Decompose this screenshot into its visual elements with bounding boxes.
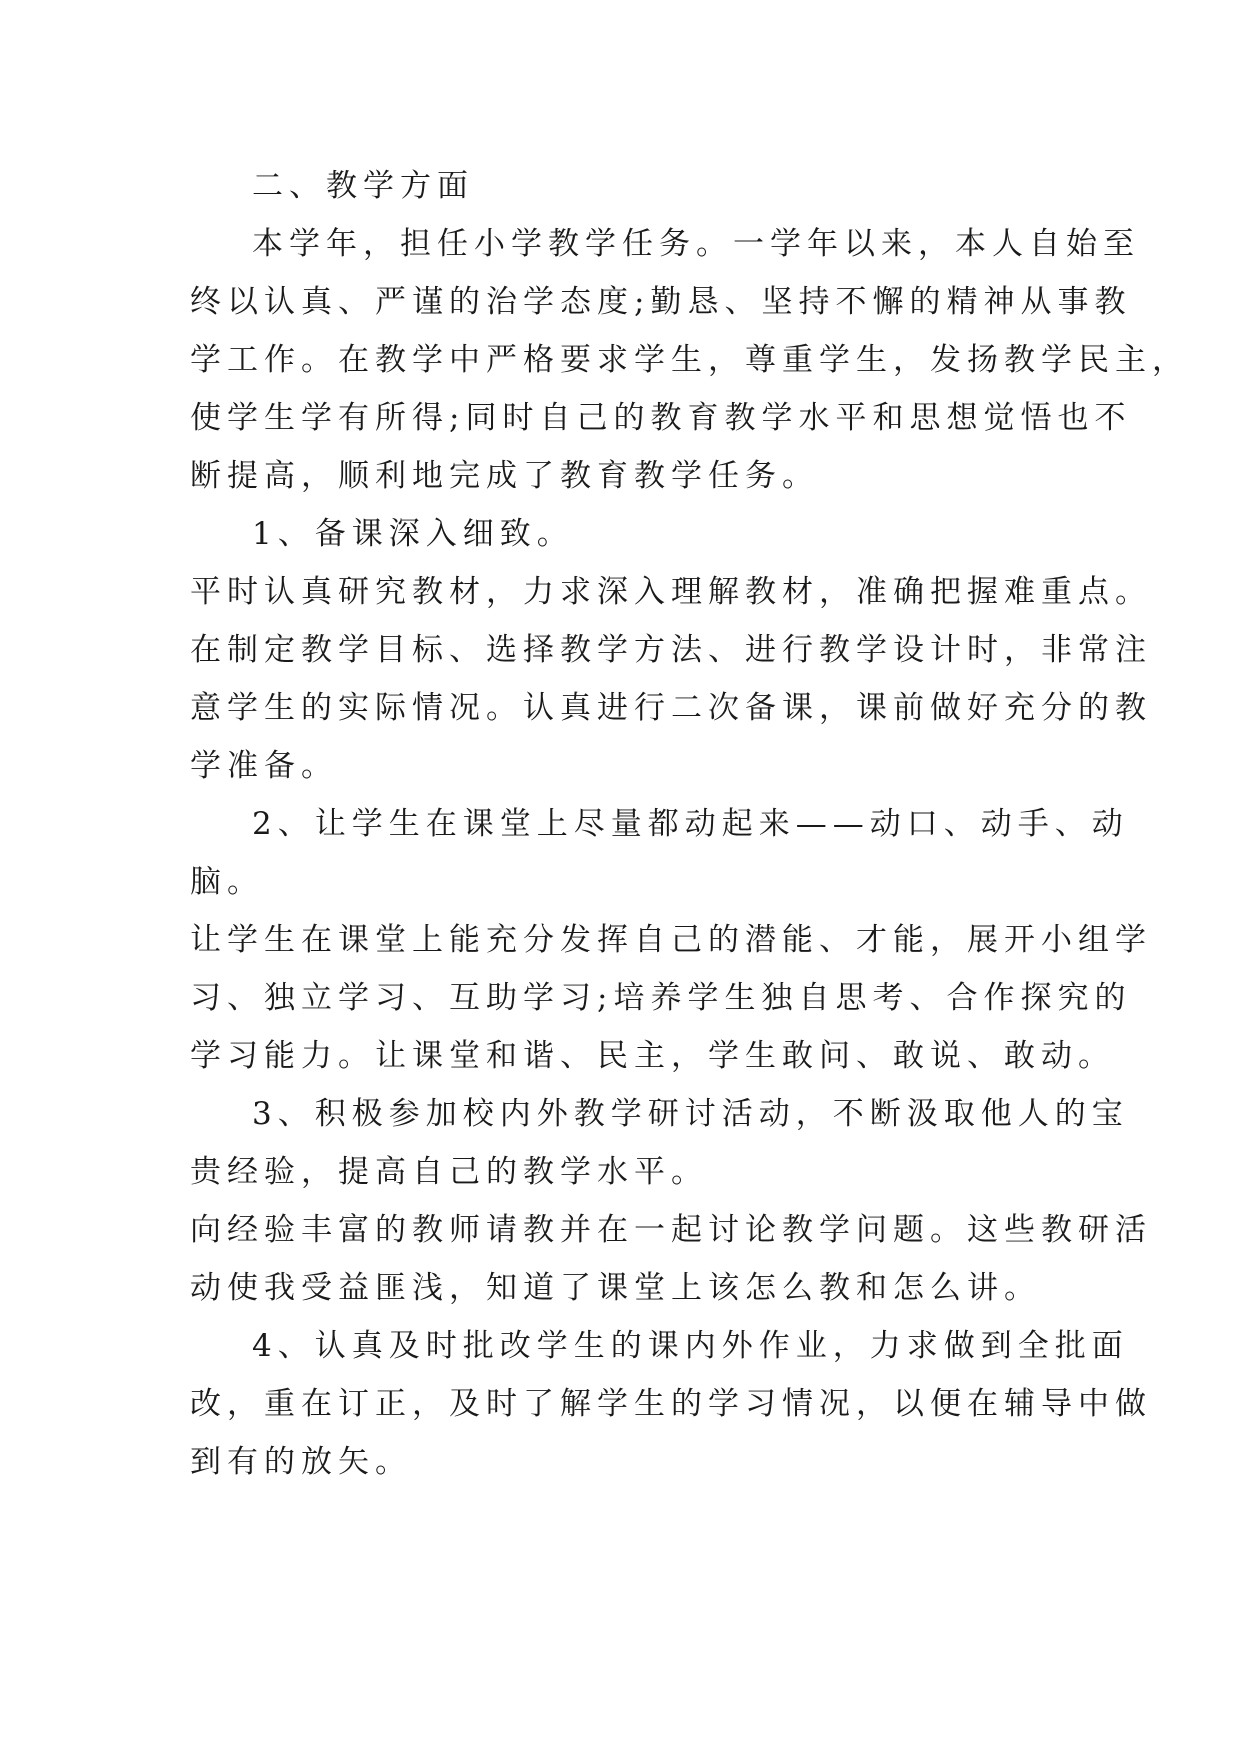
- paragraph-line: 向经验丰富的教师请教并在一起讨论教学问题。这些教研活: [190, 1212, 1152, 1248]
- paragraph-line: 习、独立学习、互助学习;培养学生独自思考、合作探究的: [190, 980, 1132, 1016]
- list-item-heading: 2、让学生在课堂上尽量都动起来——动口、动手、动: [252, 806, 1129, 842]
- list-item-heading: 3、积极参加校内外教学研讨活动，不断汲取他人的宝: [252, 1096, 1129, 1132]
- paragraph-line: 到有的放矢。: [190, 1444, 412, 1480]
- list-item-heading: 1、备课深入细致。: [252, 516, 574, 552]
- list-item-heading: 4、认真及时批改学生的课内外作业，力求做到全批面: [252, 1328, 1129, 1364]
- paragraph-line: 意学生的实际情况。认真进行二次备课，课前做好充分的教: [190, 690, 1152, 726]
- paragraph-line: 断提高，顺利地完成了教育教学任务。: [190, 458, 819, 494]
- paragraph-line: 平时认真研究教材，力求深入理解教材，准确把握难重点。: [190, 574, 1152, 610]
- paragraph-line: 学准备。: [190, 748, 338, 784]
- list-item-heading: 脑。: [190, 864, 264, 900]
- paragraph-line: 本学年，担任小学教学任务。一学年以来，本人自始至: [252, 226, 1140, 262]
- paragraph-line: 使学生学有所得;同时自己的教育教学水平和思想觉悟也不: [190, 400, 1132, 436]
- paragraph-line: 学工作。在教学中严格要求学生，尊重学生，发扬教学民主，: [190, 342, 1189, 378]
- paragraph-line: 让学生在课堂上能充分发挥自己的潜能、才能，展开小组学: [190, 922, 1152, 958]
- section-heading: 二、教学方面: [252, 168, 474, 204]
- paragraph-line: 学习能力。让课堂和谐、民主，学生敢问、敢说、敢动。: [190, 1038, 1115, 1074]
- list-item-heading: 贵经验，提高自己的教学水平。: [190, 1154, 708, 1190]
- paragraph-line: 终以认真、严谨的治学态度;勤恳、坚持不懈的精神从事教: [190, 284, 1132, 320]
- paragraph-line: 动使我受益匪浅，知道了课堂上该怎么教和怎么讲。: [190, 1270, 1041, 1306]
- paragraph-line: 在制定教学目标、选择教学方法、进行教学设计时，非常注: [190, 632, 1152, 668]
- paragraph-line: 改，重在订正，及时了解学生的学习情况，以便在辅导中做: [190, 1386, 1152, 1422]
